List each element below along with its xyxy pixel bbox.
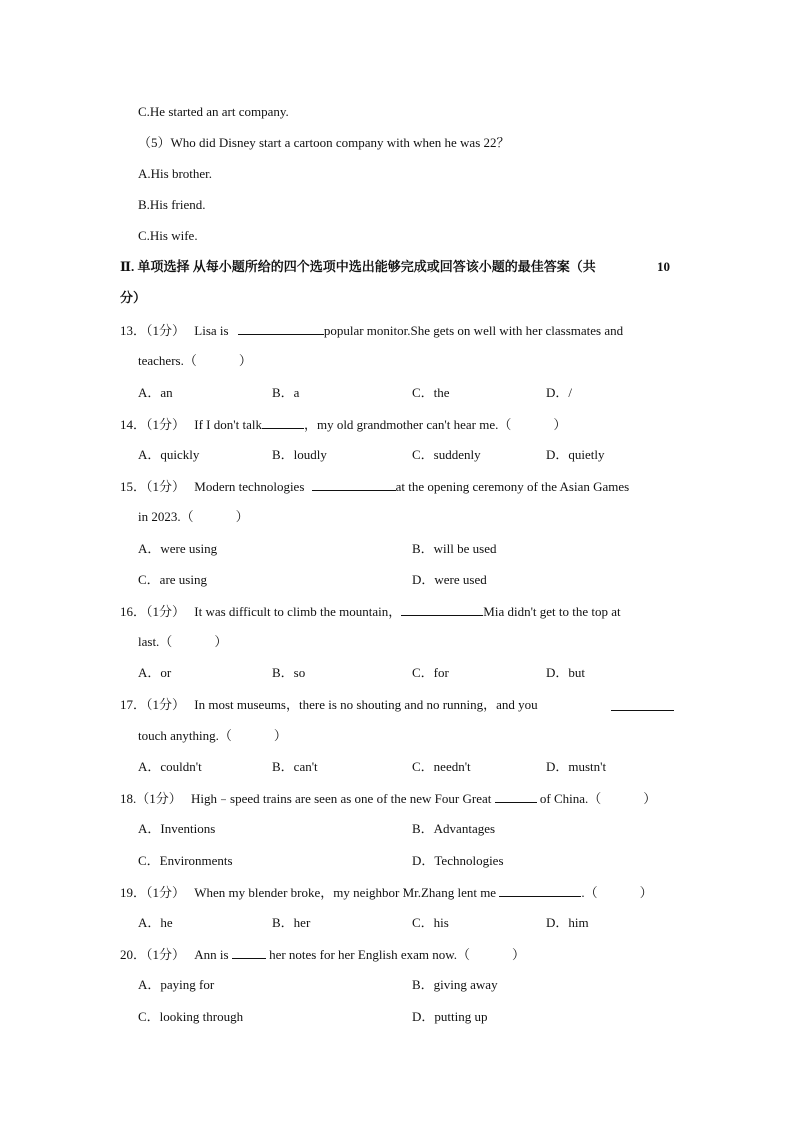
option-c[interactable]: C．are using — [138, 572, 207, 587]
paren-close: ） — [238, 353, 252, 368]
question-18 — [120, 790, 656, 807]
question-text: Modern technologies — [194, 479, 305, 494]
section-heading — [120, 259, 596, 275]
option-a[interactable]: A．or — [138, 665, 172, 680]
option-a[interactable]: A．Inventions — [138, 821, 216, 836]
question-text: last.（ — [138, 634, 173, 649]
question-13-cont — [138, 353, 252, 369]
option-d[interactable]: D．him — [546, 915, 589, 930]
question-number: 13．（1分） — [120, 323, 186, 338]
question-number: 16．（1分） — [120, 604, 186, 619]
question-text: at the opening ceremony of the Asian Games — [395, 479, 630, 494]
answer-blank[interactable] — [495, 790, 537, 803]
option-a[interactable]: A．paying for — [138, 977, 215, 992]
option-d[interactable]: D．but — [546, 665, 586, 680]
section-heading-score: 10 — [657, 259, 670, 274]
question-13 — [120, 322, 623, 339]
option-c[interactable]: C．the — [412, 385, 450, 400]
option-c[interactable]: C．for — [412, 665, 449, 680]
question-text: touch anything.（ — [138, 728, 232, 743]
section-heading-cont: 分） — [120, 290, 147, 305]
question-text: teachers.（ — [138, 353, 197, 368]
question-14 — [120, 416, 566, 433]
question-number: 19．（1分） — [120, 885, 186, 900]
answer-blank[interactable] — [611, 698, 674, 711]
question-17-cont — [138, 728, 287, 744]
option-c[interactable]: C．suddenly — [412, 447, 481, 462]
question-text: of China.（ — [539, 791, 602, 806]
question-text: Lisa is — [194, 323, 229, 338]
option-q5-b: B.His friend. — [138, 197, 206, 212]
option-a[interactable]: A．quickly — [138, 447, 200, 462]
answer-blank[interactable] — [232, 946, 266, 959]
question-text: In most museums，there is no shouting and no running，and you — [194, 697, 538, 712]
option-a[interactable]: A．he — [138, 915, 173, 930]
question-16-cont — [138, 634, 227, 650]
question-text: .（ — [581, 885, 598, 900]
question-text: Mia didn't get to the top at — [483, 604, 621, 619]
question-text: When my blender broke，my neighbor Mr.Zhang lent me — [194, 885, 497, 900]
question-19 — [120, 884, 653, 901]
option-d[interactable]: D．putting up — [412, 1009, 488, 1024]
question-text: High﹣speed trains are seen as one of the new Four Great — [191, 791, 492, 806]
option-d[interactable]: D．/ — [546, 385, 573, 400]
question-text: If I don't talk — [194, 417, 262, 432]
option-q4-c: C.He started an art company. — [138, 104, 289, 119]
question-text: popular monitor.She gets on well with her classmates and — [323, 323, 624, 338]
question-text: Ann is — [194, 947, 229, 962]
option-q5-c: C.His wife. — [138, 228, 198, 243]
paren-close: ） — [553, 417, 567, 432]
paren-close: ） — [643, 791, 657, 806]
question-15-cont — [138, 509, 249, 525]
option-d[interactable]: D．Technologies — [412, 853, 504, 868]
question-number: 14．（1分） — [120, 417, 186, 432]
answer-blank[interactable] — [499, 884, 581, 897]
question-number: 18.（1分） — [120, 791, 182, 806]
answer-blank[interactable] — [312, 478, 396, 491]
paren-close: ） — [235, 509, 249, 524]
question-number: 15．（1分） — [120, 479, 186, 494]
option-b[interactable]: B．will be used — [412, 541, 497, 556]
option-c[interactable]: C．needn't — [412, 759, 471, 774]
question-text: her notes for her English exam now.（ — [269, 947, 471, 962]
option-a[interactable]: A．an — [138, 385, 173, 400]
question-16 — [120, 603, 621, 620]
paren-close: ） — [273, 728, 287, 743]
option-d[interactable]: D．were used — [412, 572, 487, 587]
option-b[interactable]: B．so — [272, 665, 306, 680]
paren-close: ） — [512, 947, 526, 962]
question-number: 17．（1分） — [120, 697, 186, 712]
option-q5-a: A.His brother. — [138, 166, 213, 181]
option-b[interactable]: B．giving away — [412, 977, 498, 992]
option-b[interactable]: B．can't — [272, 759, 318, 774]
option-c[interactable]: C．Environments — [138, 853, 233, 868]
option-d[interactable]: D．quietly — [546, 447, 605, 462]
question-text: ，my old grandmother can't hear me.（ — [303, 417, 512, 432]
option-a[interactable]: A．were using — [138, 541, 218, 556]
option-b[interactable]: B．loudly — [272, 447, 327, 462]
answer-blank[interactable] — [401, 603, 483, 616]
option-d[interactable]: D．mustn't — [546, 759, 607, 774]
option-c[interactable]: C．looking through — [138, 1009, 244, 1024]
answer-blank[interactable] — [238, 322, 324, 335]
option-b[interactable]: B．Advantages — [412, 821, 496, 836]
option-b[interactable]: B．a — [272, 385, 300, 400]
section-heading-text: Ⅱ. 单项选择 从每小题所给的四个选项中选出能够完成或回答该小题的最佳答案（共 — [120, 259, 596, 274]
question-5: （5）Who did Disney start a cartoon company with when he was 22？ — [138, 135, 510, 150]
answer-blank[interactable] — [262, 416, 304, 429]
question-text: It was difficult to climb the mountain， — [194, 604, 402, 619]
question-text: in 2023.（ — [138, 509, 194, 524]
question-15 — [120, 478, 629, 495]
paren-close: ） — [214, 634, 228, 649]
option-c[interactable]: C．his — [412, 915, 449, 930]
question-20 — [120, 946, 525, 963]
option-b[interactable]: B．her — [272, 915, 311, 930]
option-a[interactable]: A．couldn't — [138, 759, 202, 774]
paren-close: ） — [639, 885, 653, 900]
question-17 — [120, 697, 538, 713]
question-number: 20．（1分） — [120, 947, 186, 962]
